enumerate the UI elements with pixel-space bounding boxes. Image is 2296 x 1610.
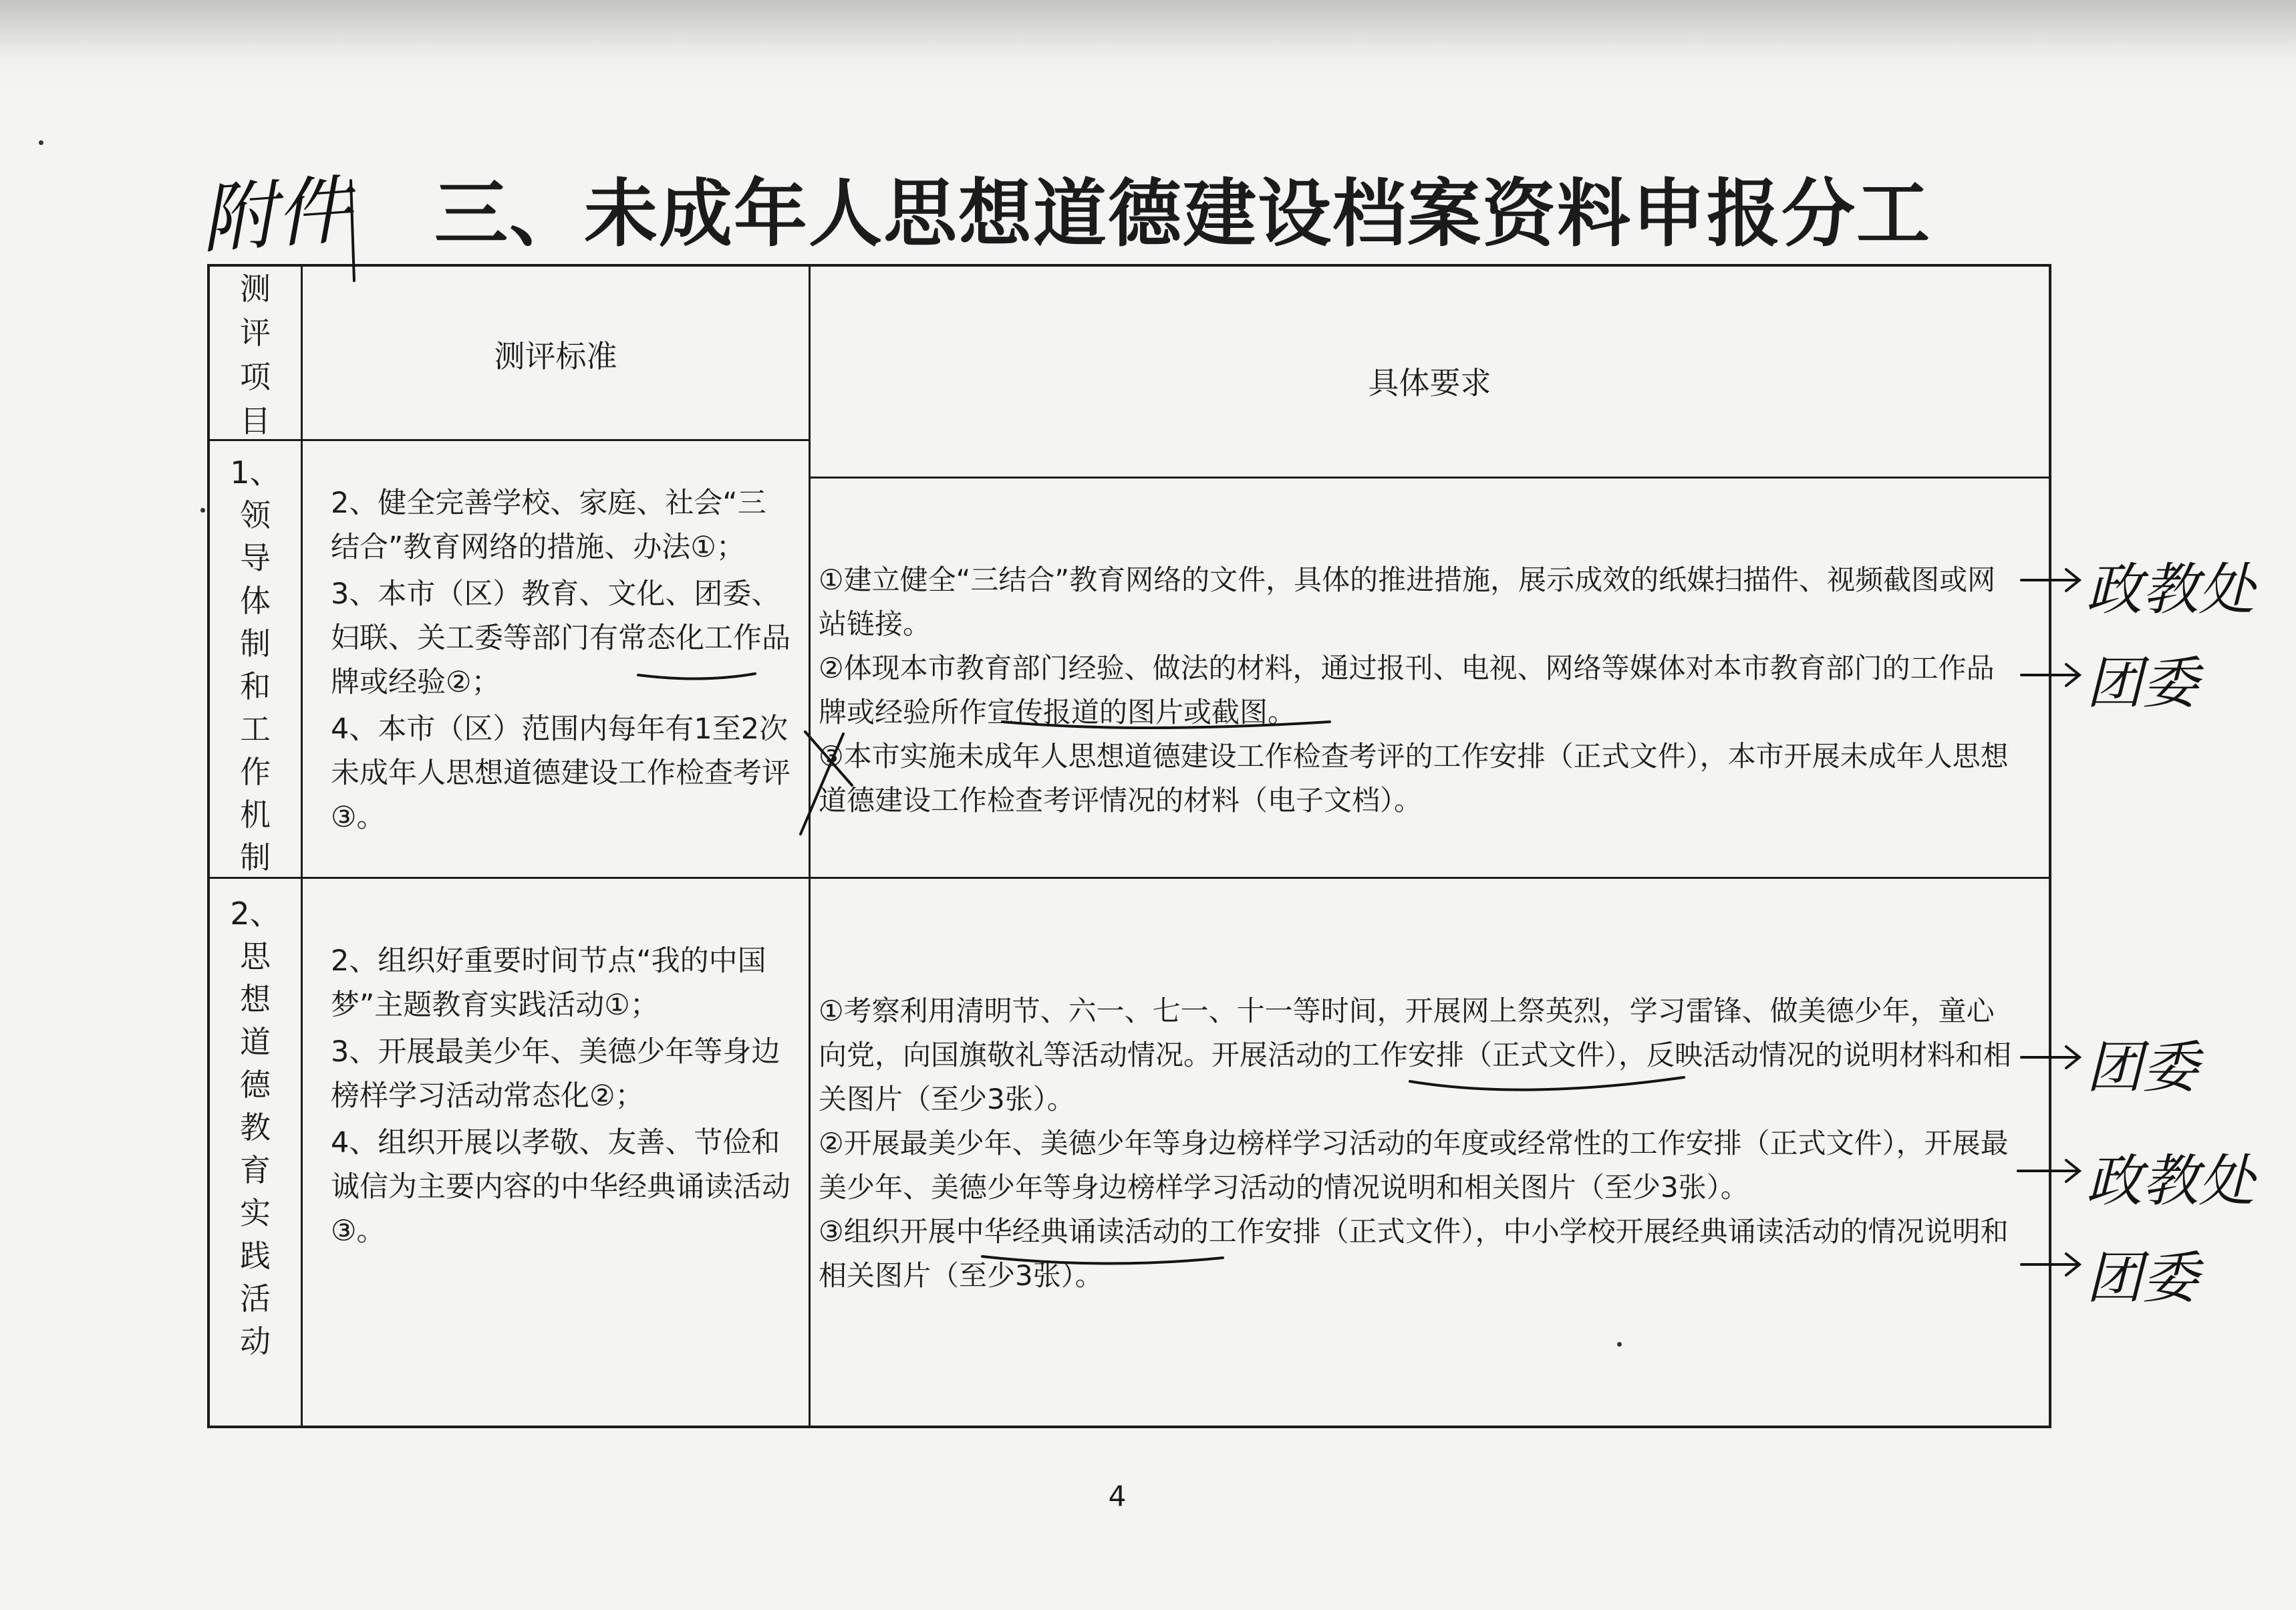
item-char: 1、 (230, 454, 281, 491)
header-item-char: 评 (240, 315, 271, 351)
page-number: 4 (1108, 1480, 1127, 1512)
standard-item: 4、组织开展以孝敬、友善、节俭和诚信为主要内容的中华经典诵读活动③。 (331, 1126, 791, 1248)
header-standard: 测评标准 (494, 338, 617, 374)
standard-item: 4、本市（区）范围内每年有1至2次未成年人思想道德建设工作检查考评③。 (331, 712, 791, 834)
item-char: 2、 (230, 896, 281, 932)
item-char: 实 (240, 1195, 271, 1231)
page-title: 三、未成年人思想道德建设档案资料申报分工 (434, 170, 1931, 257)
requirement-item: ③组织开展中华经典诵读活动的工作安排（正式文件），中小学校开展经典诵读活动的情况说明和相关图片（至少3张）。 (819, 1215, 2009, 1292)
requirement-item: ③本市实施未成年人思想道德建设工作检查考评的工作安排（正式文件），本市开展未成年人思想道德建设工作检查考评情况的材料（电子文档）。 (819, 740, 2009, 817)
header-item-char: 项 (240, 359, 271, 395)
standard-item: 3、本市（区）教育、文化、团委、妇联、关工委等部门有常态化工作品牌或经验②； (331, 577, 791, 699)
standard-item: 2、组织好重要时间节点“我的中国梦”主题教育实践活动①； (331, 944, 766, 1022)
item-char: 育 (240, 1152, 271, 1188)
item-char: 体 (240, 583, 271, 619)
item-char: 想 (240, 981, 271, 1017)
requirement-item: ①考察利用清明节、六一、七一、十一等时间，开展网上祭英烈，学习雷锋、做美德少年，童心向党，向国旗敬礼等活动情况。开展活动的工作安排（正式文件），反映活动情况的说明材料和相关图片（至少3张）。 (819, 994, 2012, 1115)
item-char: 道 (240, 1024, 271, 1060)
requirement-item: ②体现本市教育部门经验、做法的材料，通过报刊、电视、网络等媒体对本市教育部门的工作品牌或经验所作宣传报道的图片或截图。 (819, 652, 1995, 728)
item-char: 领 (240, 497, 271, 533)
assignment-label: 团委 (2086, 1035, 2199, 1100)
item-char: 和 (240, 668, 271, 704)
assignment-label: 团委 (2086, 650, 2199, 716)
assignment-label: 政教处 (2086, 1148, 2255, 1214)
standard-item: 3、开展最美少年、美德少年等身边榜样学习活动常态化②； (331, 1035, 780, 1113)
item-char: 导 (240, 540, 271, 576)
requirement-item: ②开展最美少年、美德少年等身边榜样学习活动的年度或经常性的工作安排（正式文件），开展最美少年、美德少年等身边榜样学习活动的情况说明和相关图片（至少3张）。 (819, 1127, 2009, 1204)
item-char: 动 (240, 1323, 271, 1359)
item-char: 教 (240, 1109, 271, 1146)
item-char: 工 (240, 711, 271, 747)
item-char: 践 (240, 1238, 271, 1274)
requirement-item: ①建立健全“三结合”教育网络的文件，具体的推进措施，展示成效的纸媒扫描件、视频截图或网站链接。 (819, 563, 1996, 640)
header-item-char: 测 (240, 271, 271, 307)
item-char: 德 (240, 1067, 271, 1103)
item-char: 制 (240, 839, 271, 876)
item-char: 作 (240, 754, 271, 790)
item-char: 思 (240, 938, 271, 974)
item-char: 活 (240, 1281, 271, 1317)
standard-item: 2、健全完善学校、家庭、社会“三结合”教育网络的措施、办法①； (331, 487, 766, 564)
header-requirement: 具体要求 (1368, 365, 1491, 401)
header-item-char: 目 (240, 403, 271, 439)
item-char: 机 (240, 797, 271, 833)
handwritten-prefix: 附件 (198, 166, 353, 264)
assignment-label: 政教处 (2086, 557, 2255, 622)
assignment-label: 团委 (2086, 1245, 2199, 1311)
item-char: 制 (240, 626, 271, 662)
